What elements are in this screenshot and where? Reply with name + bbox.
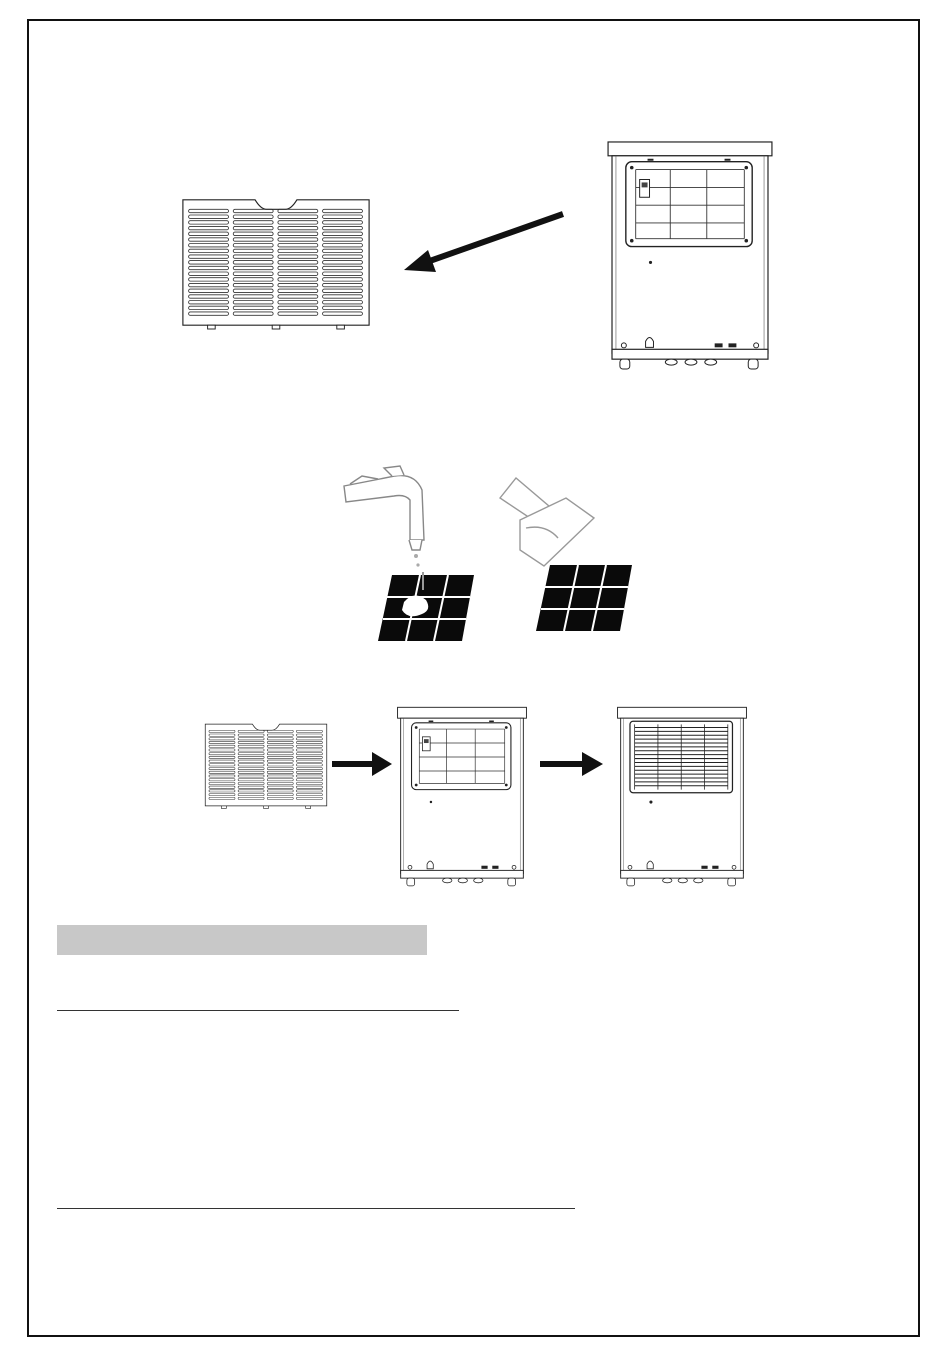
step2-dried-filter <box>536 565 632 631</box>
step3-grille <box>205 724 327 808</box>
step3-arrow-1 <box>332 752 392 776</box>
step3-unit-closed <box>618 707 747 886</box>
step1-unit-open <box>608 142 772 369</box>
section-heading-bar <box>57 925 427 955</box>
step2-cloth-icon <box>500 478 594 566</box>
step2-wet-filter <box>378 572 474 641</box>
step1-grille-removed <box>183 200 369 329</box>
step2-faucet-icon <box>344 466 424 567</box>
step1-removal-arrow <box>404 214 563 272</box>
step3-arrow-2 <box>540 752 603 776</box>
subsection-1-heading-rule <box>57 1010 459 1011</box>
subsection-2-heading-rule <box>57 1208 575 1209</box>
step3-unit-open <box>398 707 527 886</box>
